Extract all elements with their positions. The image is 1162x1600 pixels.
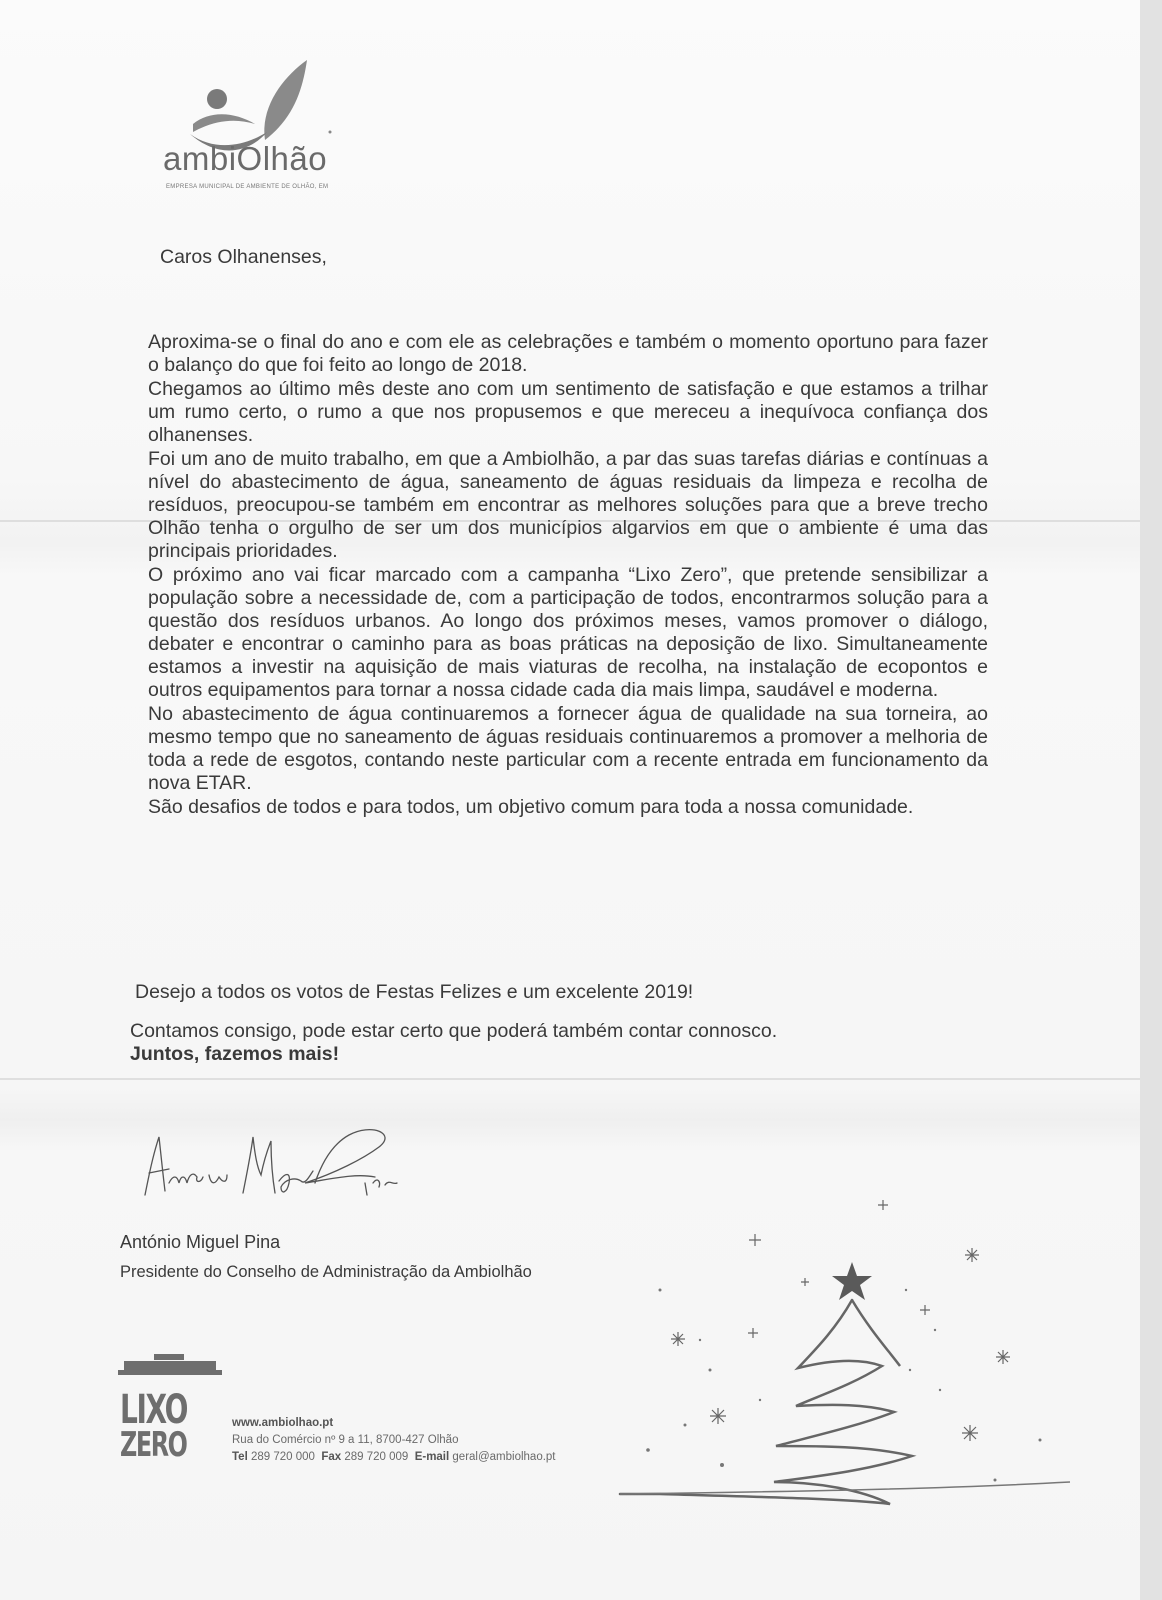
motto: Juntos, fazemos mais!: [130, 1043, 340, 1065]
letter-body: [148, 331, 988, 819]
paper-fold: [0, 1078, 1140, 1080]
paragraph: No abastecimento de água continuaremos a fornecer água de qualidade na sua torneira, ao mesmo tempo que no saneamento de águas residuais continuaremos a promover a melhoria de toda a rede de esgotos, contando neste particular com a recente entrada em funcionamento da nova ETAR.: [148, 703, 988, 794]
season-wishes: Desejo a todos os votos de Festas Felizes e um excelente 2019!: [135, 981, 694, 1003]
fax-number: 289 720 009: [344, 1451, 409, 1463]
contact-block: [232, 1415, 556, 1466]
tree-outline: [852, 1300, 900, 1366]
fax-label: Fax: [321, 1451, 342, 1463]
signer-name: António Miguel Pina: [120, 1232, 281, 1252]
paragraph: São desafios de todos e para todos, um objetivo comum para toda a nossa comunidade.: [148, 796, 914, 818]
brand-name: ambiOlhão: [163, 140, 328, 177]
handwritten-signature: [135, 1125, 405, 1205]
email-address[interactable]: geral@ambiolhao.pt: [452, 1451, 556, 1463]
closing-line: Contamos consigo, pode estar certo que poderá também contar connosco.: [130, 1020, 778, 1042]
paragraph: Chegamos ao último mês deste ano com um sentimento de satisfação e que estamos a trilhar um rumo certo, o rumo a que nos propusemos e que mereceu a inequívoca confiança dos olhanenses.: [148, 378, 988, 446]
paragraph: O próximo ano vai ficar marcado com a campanha “Lixo Zero”, que pretende sensibilizar a população sobre a necessidade de, com a participação de todos, encontrarmos solução para a questão dos resíduos urbanos. Ao longo dos próximos meses, vamos promover o diálogo, debater e encontrar o caminho para as boas práticas na deposição de lixo. Simultaneamente estamos a investir na aquisição de mais viaturas de recolha, na instalação de ecopontos e outros equipamentos para tornar a nossa cidade cada dia mais limpa, saudável e moderna.: [148, 564, 988, 701]
website-link[interactable]: www.ambiolhao.pt: [232, 1417, 334, 1429]
email-label: E-mail: [414, 1451, 450, 1463]
tel-number: 289 720 000: [250, 1451, 315, 1463]
paragraph: Foi um ano de muito trabalho, em que a Ambiolhão, a par das suas tarefas diárias e contínuas a nível do abastecimento de água, saneamento de águas residuais da limpeza e recolha de resíduos, preocupou-se também em encontrar as melhores soluções para que a breve trecho Olhão tenha o orgulho de ser um dos municípios algarvios em que o ambiente é uma das principais prioridades.: [148, 448, 988, 562]
signer-role: Presidente do Conselho de Administração da Ambiolhão: [120, 1263, 532, 1281]
paragraph: Aproxima-se o final do ano e com ele as celebrações e também o momento oportuno para fazer o balanço do que foi feito ao longo de 2018.: [148, 331, 988, 376]
brand-tagline: EMPRESA MUNICIPAL DE AMBIENTE DE OLHÃO, EM: [166, 184, 329, 190]
star-icon: [832, 1262, 872, 1300]
person-arm-icon: [193, 114, 255, 132]
lixo-zero-logo-word: ZERO: [120, 1425, 187, 1465]
closing: [130, 1020, 970, 1066]
christmas-tree-decoration: [600, 1190, 1080, 1530]
leaf-icon: [264, 60, 307, 140]
ambiolhao-logo: [165, 52, 365, 202]
lixo-zero-logo-word: LIXO: [120, 1387, 188, 1433]
paper-edge: [1140, 0, 1162, 1600]
person-head-icon: [207, 89, 227, 109]
greeting: Caros Olhanenses,: [160, 246, 327, 268]
address: Rua do Comércio nº 9 a 11, 8700-427 Olhão: [232, 1434, 459, 1446]
tree-outline: [620, 1300, 912, 1504]
tel-label: Tel: [232, 1451, 248, 1463]
